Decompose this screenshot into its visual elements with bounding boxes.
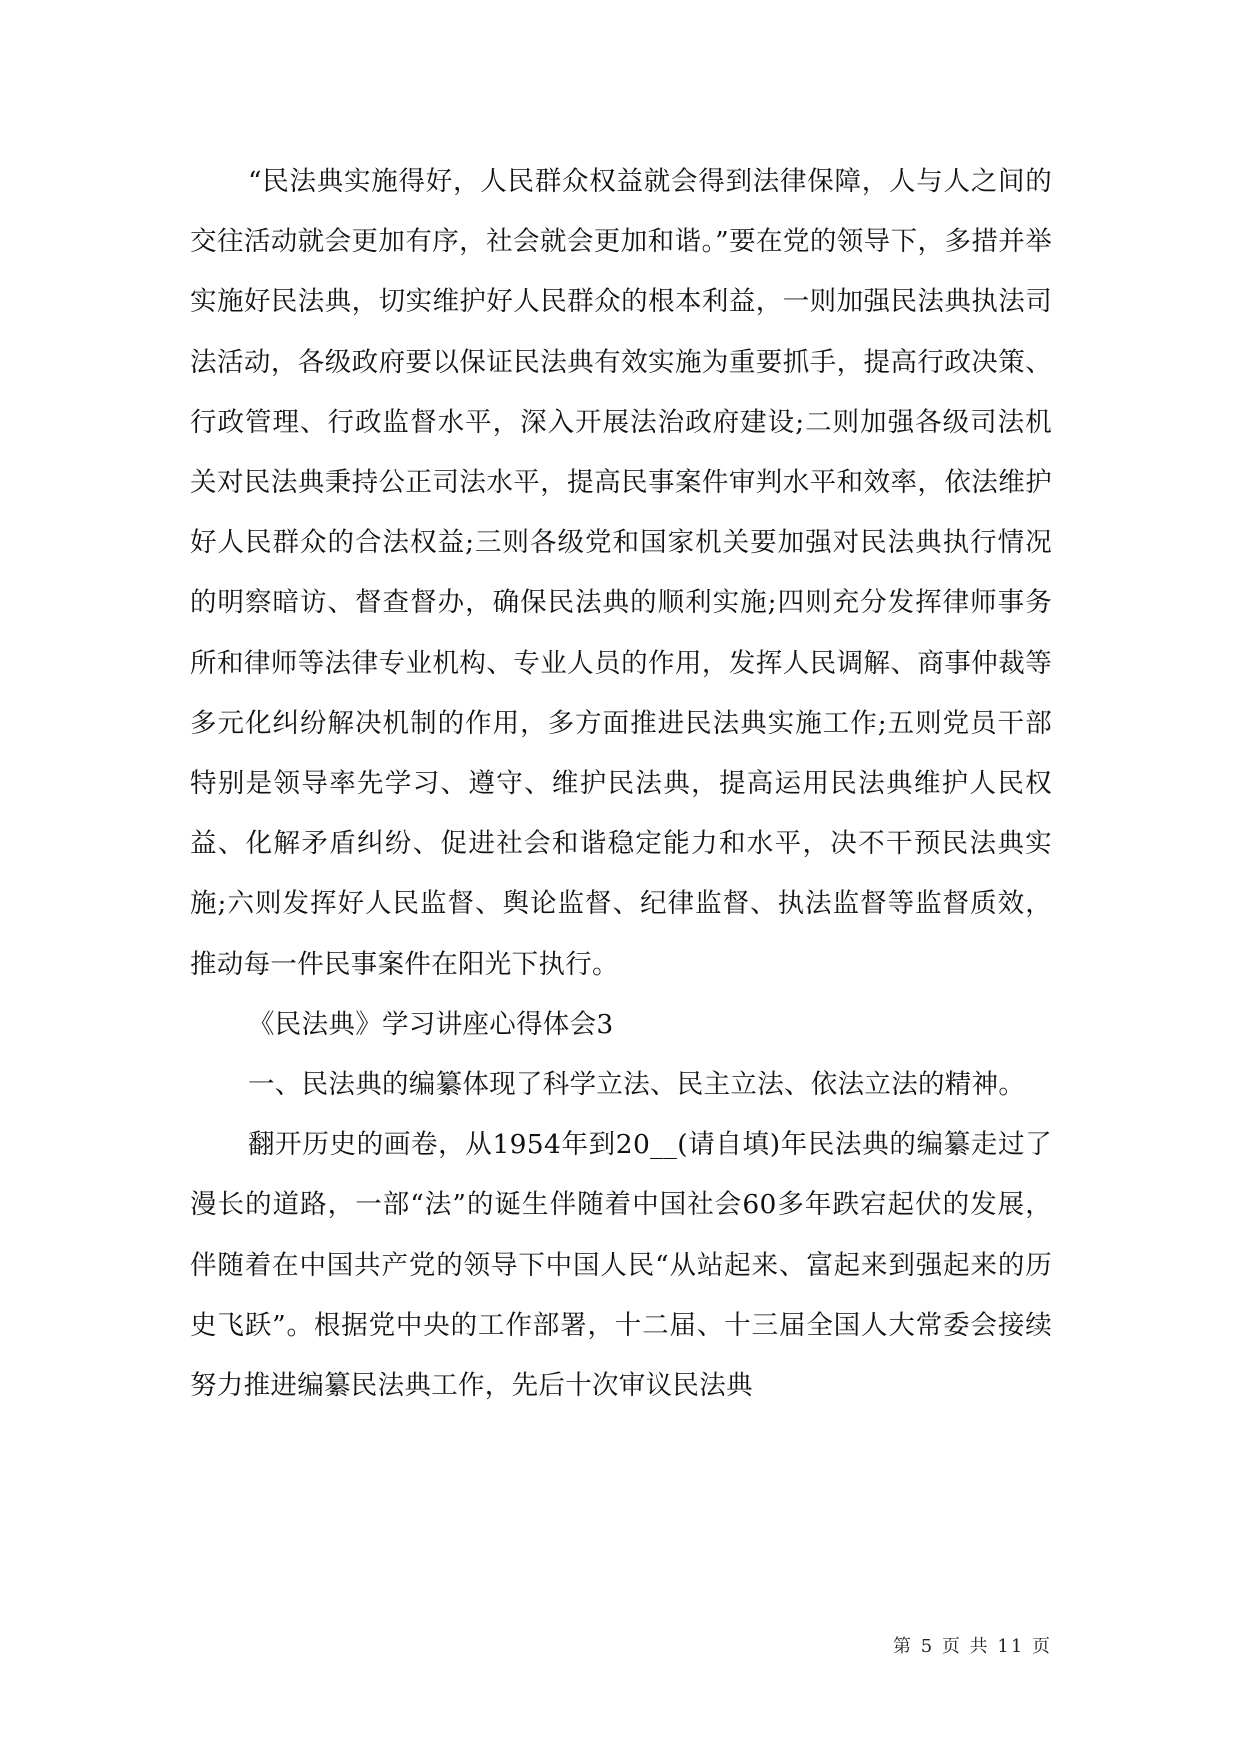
document-body bbox=[190, 152, 1052, 1416]
section-title: 《民法典》学习讲座心得体会3 bbox=[248, 1008, 614, 1040]
page-number-footer: 第 5 页 共 11 页 bbox=[893, 1636, 1052, 1657]
subheading: 一、民法典的编纂体现了科学立法、民主立法、依法立法的精神。 bbox=[248, 1069, 1026, 1101]
body-paragraph: “民法典实施得好，人民群众权益就会得到法律保障，人与人之间的交往活动就会更加有序，社会就会更加和谐。”要在党的领导下，多措并举实施好民法典，切实维护好人民群众的根本利益，一则加强民法典执法司法活动，各级政府要以保证民法典有效实施为重要抓手，提高行政决策、行政管理、行政监督水平，深入开展法治政府建设;二则加强各级司法机关对民法典秉持公正司法水平，提高民事案件审判水平和效率，依法维护好人民群众的合法权益;三则各级党和国家机关要加强对民法典执行情况的明察暗访、督查督办，确保民法典的顺利实施;四则充分发挥律师事务所和律师等法律专业机构、专业人员的作用，发挥人民调解、商事仲裁等多元化纠纷解决机制的作用，多方面推进民法典实施工作;五则党员干部特别是领导率先学习、遵守、维护民法典，提高运用民法典维护人民权益、化解矛盾纠纷、促进社会和谐稳定能力和水平，决不干预民法典实施;六则发挥好人民监督、舆论监督、纪律监督、执法监督等监督质效，推动每一件民事案件在阳光下执行。 bbox=[190, 166, 1052, 980]
body-paragraph: 翻开历史的画卷，从1954年到20__(请自填)年民法典的编纂走过了漫长的道路，一部“法”的诞生伴随着中国社会60多年跌宕起伏的发展，伴随着在中国共产党的领导下中国人民“从站起来、富起来到强起来的历史飞跃”。根据党中央的工作部署，十二届、十三届全国人大常委会接续努力推进编纂民法典工作，先后十次审议民法典 bbox=[190, 1129, 1052, 1402]
